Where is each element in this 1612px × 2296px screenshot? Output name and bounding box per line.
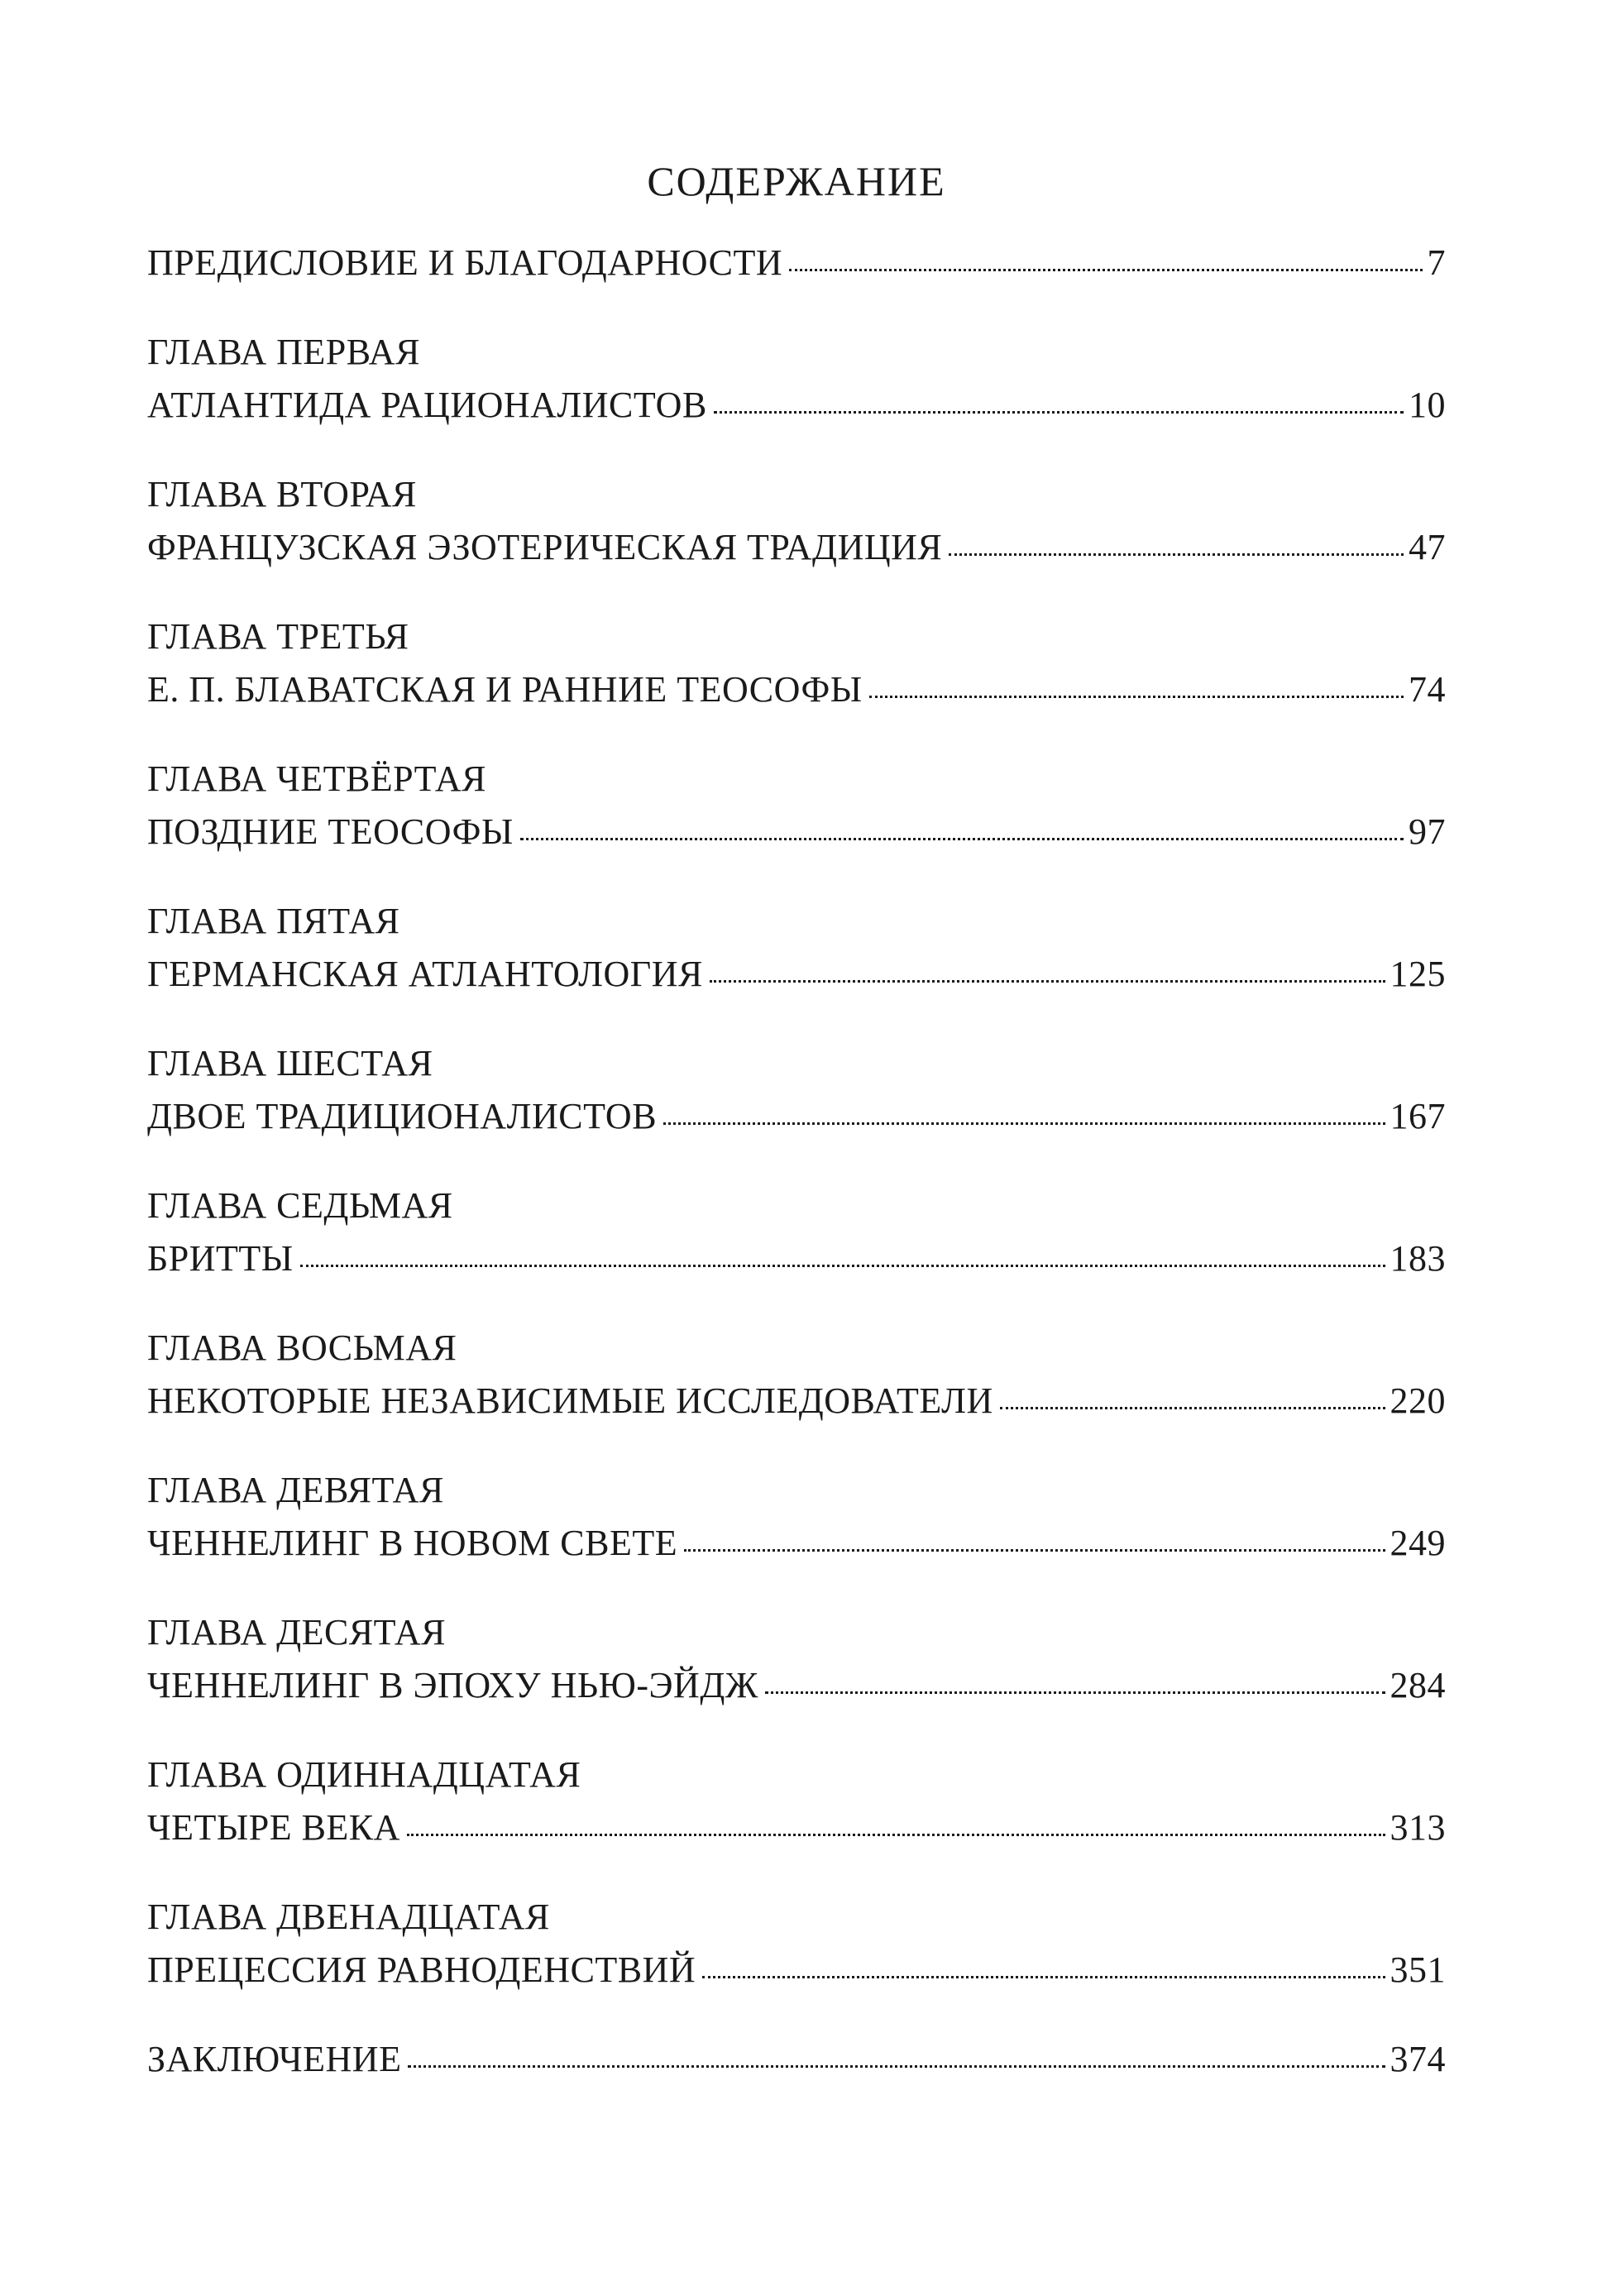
entry-page-number: 10 [1409,385,1446,425]
toc-entry[interactable] [147,326,1446,432]
dot-leader [1000,1407,1385,1409]
entry-row [147,1090,1446,1143]
toc-entry[interactable] [147,1891,1446,1997]
dot-leader [663,1122,1385,1125]
entry-page-number: 47 [1409,527,1446,567]
toc-entry[interactable] [147,1322,1446,1428]
entry-title: ЗАКЛЮЧЕНИЕ [147,2039,402,2079]
dot-leader [714,411,1404,414]
dot-leader [765,1691,1385,1694]
chapter-label: ГЛАВА ТРЕТЬЯ [147,616,409,657]
entry-row [147,1801,1446,1854]
entry-title: ПРЕЦЕССИЯ РАВНОДЕНСТВИЙ [147,1949,696,1990]
dot-leader [789,269,1422,271]
toc-title: СОДЕРЖАНИЕ [647,158,946,204]
chapter-label: ГЛАВА ПЯТАЯ [147,901,400,941]
entry-title: ДВОЕ ТРАДИЦИОНАЛИСТОВ [147,1096,658,1136]
entry-row [147,948,1446,1001]
chapter-label: ГЛАВА ДВЕНАДЦАТАЯ [147,1897,550,1937]
chapter-label: ГЛАВА ВОСЬМАЯ [147,1327,457,1368]
chapter-label: ГЛАВА ДЕВЯТАЯ [147,1470,444,1510]
toc-entry[interactable] [147,1748,1446,1854]
entry-page-number: 125 [1390,954,1446,994]
dot-leader [710,980,1385,983]
entry-row [147,237,1446,289]
entry-row [147,1659,1446,1712]
toc-entry[interactable] [147,895,1446,1001]
toc-entry[interactable] [147,753,1446,859]
entry-page-number: 220 [1390,1380,1446,1421]
toc-entry[interactable] [147,610,1446,716]
chapter-label: ГЛАВА СЕДЬМАЯ [147,1185,453,1226]
entry-row [147,379,1446,432]
entry-page-number: 167 [1390,1096,1446,1136]
toc-entry[interactable] [147,1037,1446,1143]
entry-page-number: 351 [1390,1949,1446,1990]
entry-row [147,1944,1446,1997]
entry-row [147,806,1446,859]
entry-title: БРИТТЫ [147,1238,294,1279]
chapter-label: ГЛАВА ШЕСТАЯ [147,1043,433,1083]
dot-leader [949,553,1404,556]
toc-page [147,157,1446,2122]
entry-row [147,2033,1446,2086]
entry-title: НЕКОТОРЫЕ НЕЗАВИСИМЫЕ ИССЛЕДОВАТЕЛИ [147,1380,993,1421]
entry-page-number: 7 [1427,242,1446,283]
entry-row [147,1517,1446,1570]
entry-page-number: 249 [1390,1523,1446,1563]
entry-title: АТЛАНТИДА РАЦИОНАЛИСТОВ [147,385,707,425]
toc-list [147,237,1446,2086]
chapter-label: ГЛАВА ПЕРВАЯ [147,332,420,372]
dot-leader [684,1549,1385,1552]
toc-entry[interactable] [147,2033,1446,2086]
toc-entry[interactable] [147,237,1446,289]
dot-leader [407,1834,1385,1836]
entry-row [147,1232,1446,1285]
entry-title: ЧЕННЕЛИНГ В НОВОМ СВЕТЕ [147,1523,678,1563]
entry-page-number: 284 [1390,1665,1446,1705]
entry-row [147,521,1446,574]
entry-title: ЧЕННЕЛИНГ В ЭПОХУ НЬЮ-ЭЙДЖ [147,1665,758,1705]
toc-entry[interactable] [147,1179,1446,1285]
entry-page-number: 97 [1409,811,1446,852]
toc-entry[interactable] [147,1464,1446,1570]
entry-title: ГЕРМАНСКАЯ АТЛАНТОЛОГИЯ [147,954,703,994]
entry-row [147,663,1446,716]
dot-leader [300,1265,1385,1267]
dot-leader [520,838,1404,840]
entry-page-number: 183 [1390,1238,1446,1279]
dot-leader [702,1976,1385,1978]
entry-page-number: 313 [1390,1807,1446,1848]
chapter-label: ГЛАВА ЧЕТВЁРТАЯ [147,758,486,799]
entry-title: Е. П. БЛАВАТСКАЯ И РАННИЕ ТЕОСОФЫ [147,669,863,710]
chapter-label: ГЛАВА ОДИННАДЦАТАЯ [147,1754,581,1795]
chapter-label: ГЛАВА ВТОРАЯ [147,474,417,514]
entry-page-number: 74 [1409,669,1446,710]
chapter-label: ГЛАВА ДЕСЯТАЯ [147,1612,446,1653]
entry-row [147,1375,1446,1428]
entry-page-number: 374 [1390,2039,1446,2079]
entry-title: ЧЕТЫРЕ ВЕКА [147,1807,400,1848]
toc-entry[interactable] [147,468,1446,574]
entry-title: ПОЗДНИЕ ТЕОСОФЫ [147,811,514,852]
entry-title: ФРАНЦУЗСКАЯ ЭЗОТЕРИЧЕСКАЯ ТРАДИЦИЯ [147,527,943,567]
toc-entry[interactable] [147,1606,1446,1712]
dot-leader [869,696,1404,698]
dot-leader [408,2065,1385,2068]
entry-title: ПРЕДИСЛОВИЕ И БЛАГОДАРНОСТИ [147,242,783,283]
